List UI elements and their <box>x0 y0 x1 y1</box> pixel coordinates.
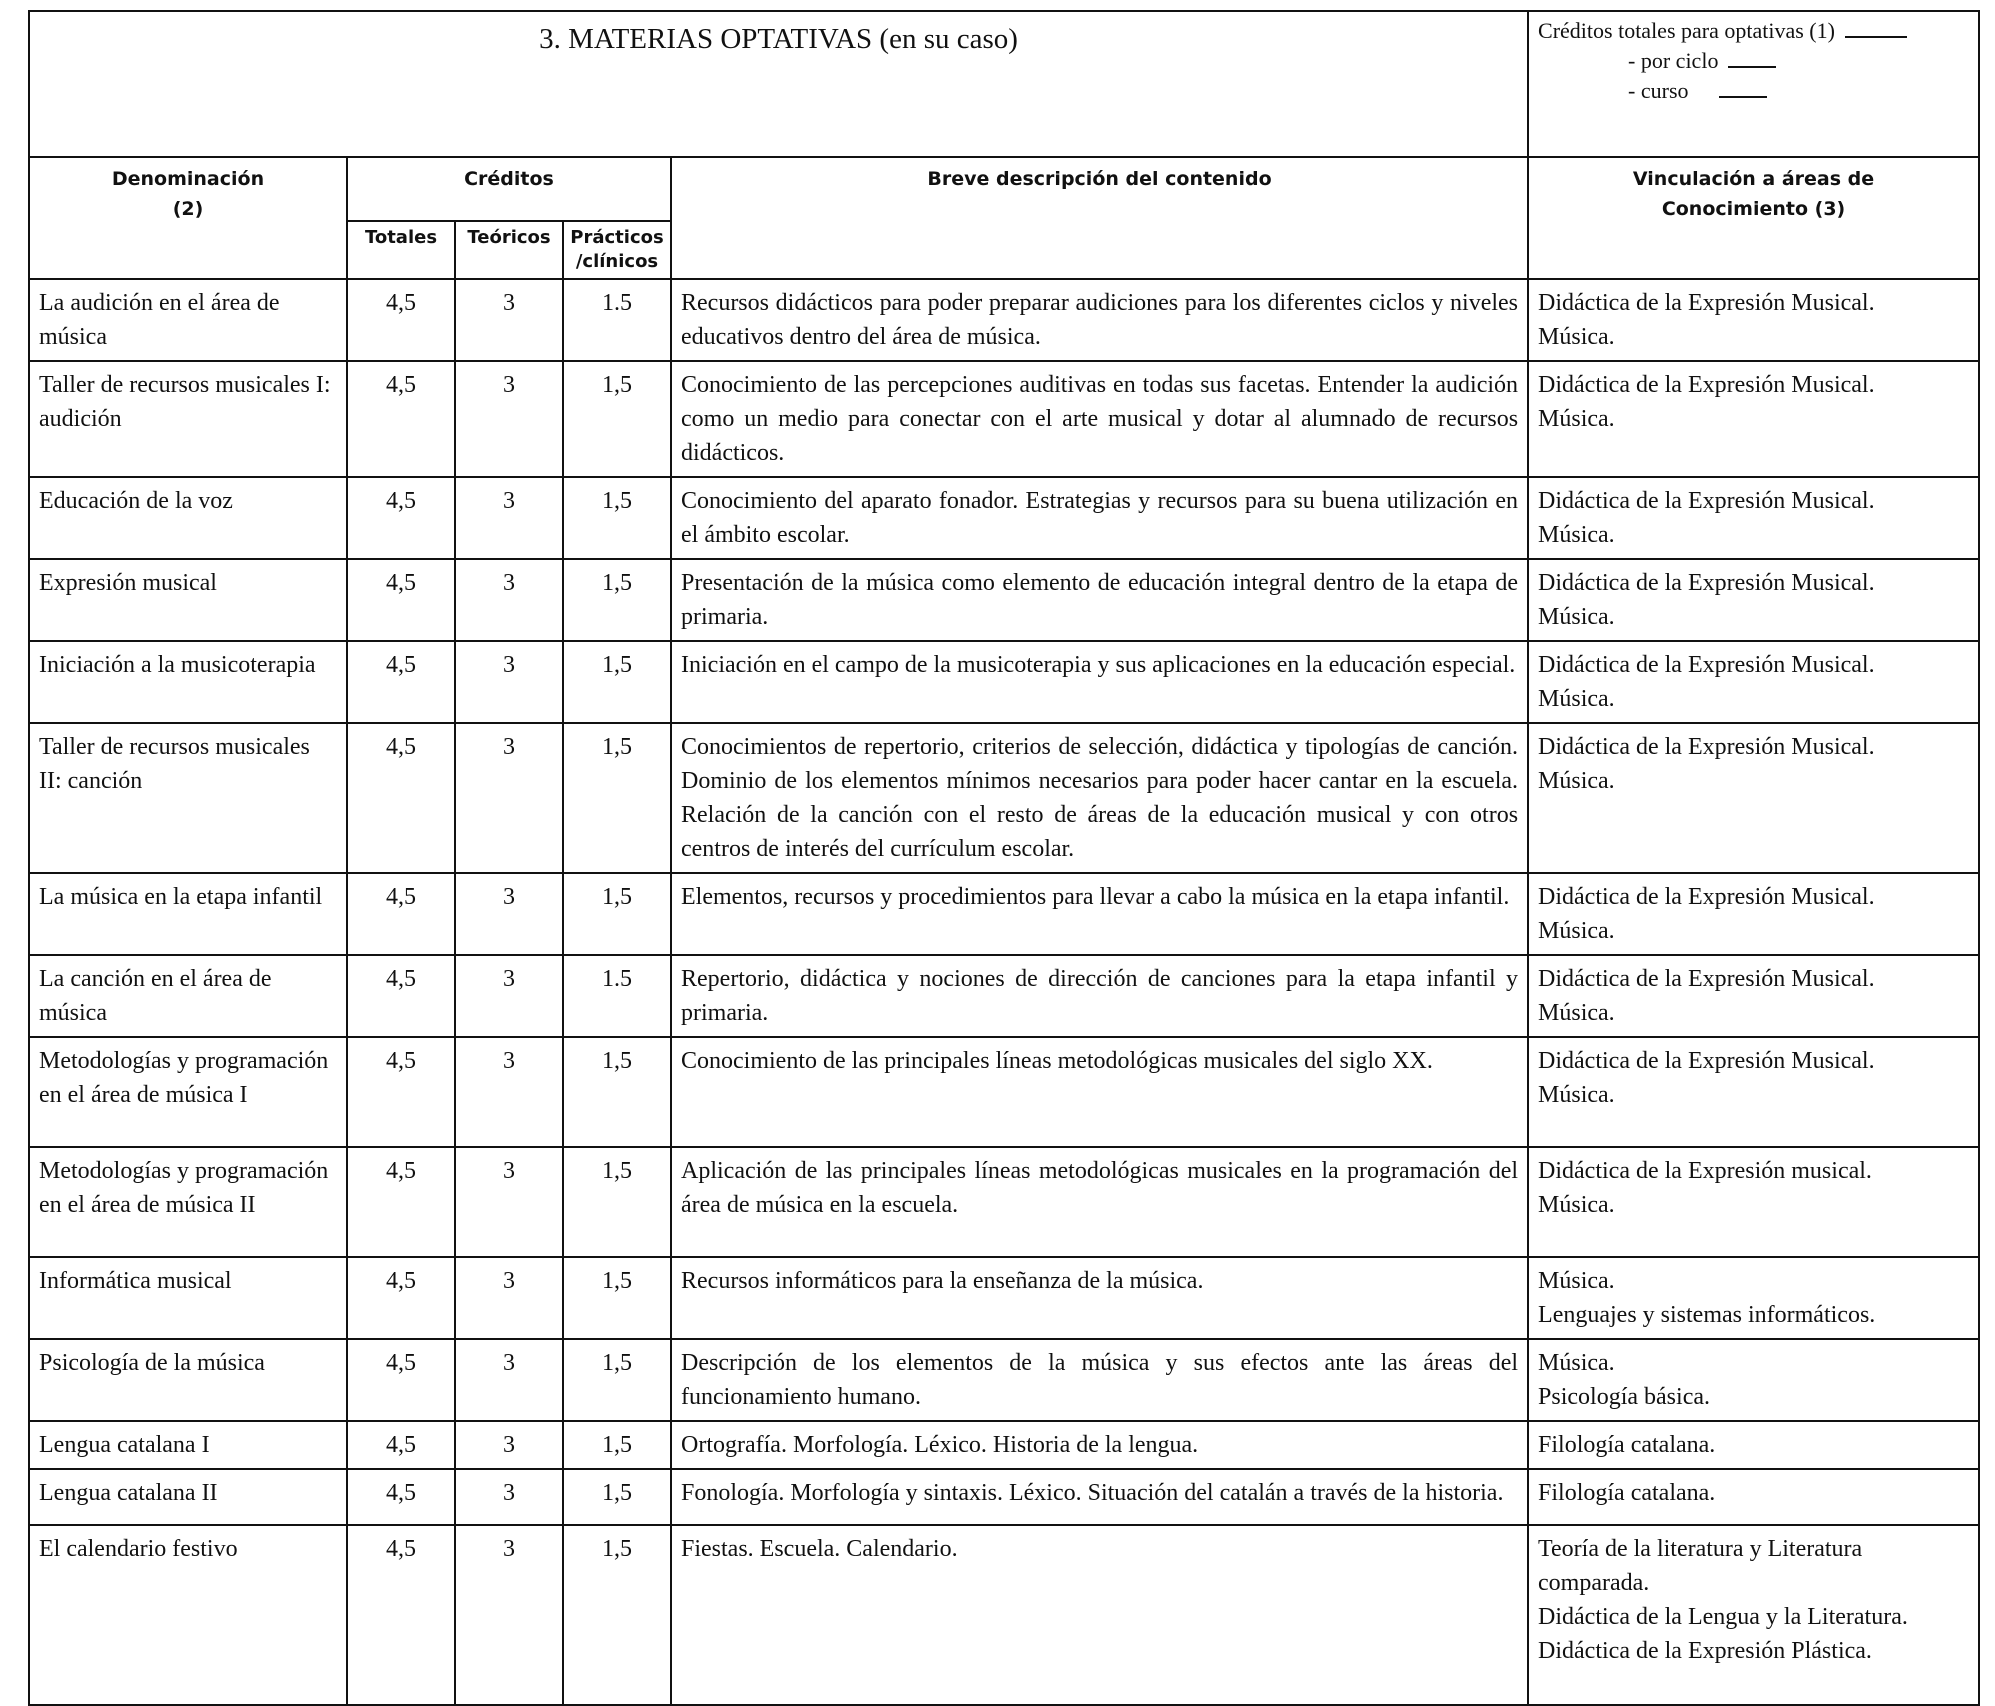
credits-practicos: 1,5 <box>563 477 671 559</box>
subject-name: La audición en el área de música <box>29 279 347 361</box>
credits-totales: 4,5 <box>347 1421 455 1469</box>
total-credits-line <box>1538 16 1969 46</box>
table-row <box>29 1257 1979 1339</box>
knowledge-area: Didáctica de la Expresión Plástica. <box>1538 1638 1872 1664</box>
knowledge-area: Música. <box>1538 1268 1615 1294</box>
credits-teoricos: 3 <box>455 723 563 873</box>
knowledge-area: Música. <box>1538 1350 1615 1376</box>
table-row <box>29 477 1979 559</box>
table-row <box>29 279 1979 361</box>
table-row <box>29 1525 1979 1705</box>
credits-totales: 4,5 <box>347 1257 455 1339</box>
table-row <box>29 1421 1979 1469</box>
credits-totales: 4,5 <box>347 1339 455 1421</box>
content-description: Ortografía. Morfología. Léxico. Historia de la lengua. <box>671 1421 1528 1469</box>
knowledge-areas <box>1528 1257 1979 1339</box>
subject-name: El calendario festivo <box>29 1525 347 1705</box>
credits-teoricos: 3 <box>455 1257 563 1339</box>
credits-practicos: 1,5 <box>563 361 671 477</box>
knowledge-area: Didáctica de la Expresión Musical. <box>1538 372 1875 398</box>
subject-name: Taller de recursos musicales II: canción <box>29 723 347 873</box>
knowledge-areas <box>1528 1147 1979 1257</box>
table-row <box>29 559 1979 641</box>
optional-subjects-table <box>28 10 1980 1706</box>
knowledge-area: Música. <box>1538 522 1615 548</box>
credits-practicos: 1,5 <box>563 641 671 723</box>
knowledge-areas <box>1528 723 1979 873</box>
subject-name: Psicología de la música <box>29 1339 347 1421</box>
subject-name: Iniciación a la musicoterapia <box>29 641 347 723</box>
credits-teoricos: 3 <box>455 955 563 1037</box>
section-title: 3. MATERIAS OPTATIVAS (en su caso) <box>29 11 1528 157</box>
subject-name: La música en la etapa infantil <box>29 873 347 955</box>
credits-totales: 4,5 <box>347 955 455 1037</box>
table-row <box>29 361 1979 477</box>
header-descripcion: Breve descripción del contenido <box>671 157 1528 279</box>
title-row <box>29 11 1979 157</box>
content-description: Fonología. Morfología y sintaxis. Léxico. Situación del catalán a través de la historia. <box>671 1469 1528 1525</box>
content-description: Elementos, recursos y procedimientos para llevar a cabo la música en la etapa infantil. <box>671 873 1528 955</box>
content-description: Iniciación en el campo de la musicoterapia y sus aplicaciones en la educación especial. <box>671 641 1528 723</box>
content-description: Recursos didácticos para poder preparar audiciones para los diferentes ciclos y niveles educativos dentro del área de música. <box>671 279 1528 361</box>
knowledge-area: Música. <box>1538 324 1615 350</box>
knowledge-area: Didáctica de la Expresión Musical. <box>1538 488 1875 514</box>
per-cycle-blank <box>1728 46 1776 68</box>
subject-name: Expresión musical <box>29 559 347 641</box>
credits-practicos: 1,5 <box>563 873 671 955</box>
knowledge-area: Música. <box>1538 1000 1615 1026</box>
credits-practicos: 1,5 <box>563 1257 671 1339</box>
per-cycle-label: - por ciclo <box>1628 48 1719 73</box>
subject-name: La canción en el área de música <box>29 955 347 1037</box>
knowledge-area: Didáctica de la Expresión Musical. <box>1538 1048 1875 1074</box>
credits-totales: 4,5 <box>347 641 455 723</box>
knowledge-areas <box>1528 955 1979 1037</box>
header-vinculacion <box>1528 157 1979 279</box>
knowledge-areas <box>1528 279 1979 361</box>
content-description: Recursos informáticos para la enseñanza de la música. <box>671 1257 1528 1339</box>
credits-totales: 4,5 <box>347 477 455 559</box>
table-row <box>29 723 1979 873</box>
content-description: Conocimiento de las percepciones auditivas en todas sus facetas. Entender la audición como un medio para conectar con el arte musical y dotar al alumnado de recursos didácticos. <box>671 361 1528 477</box>
credits-totales: 4,5 <box>347 1469 455 1525</box>
per-cycle-line <box>1538 46 1969 76</box>
credits-teoricos: 3 <box>455 1037 563 1147</box>
knowledge-area: Música. <box>1538 406 1615 432</box>
knowledge-areas <box>1528 477 1979 559</box>
content-description: Repertorio, didáctica y nociones de dirección de canciones para la etapa infantil y primaria. <box>671 955 1528 1037</box>
credits-teoricos: 3 <box>455 477 563 559</box>
credits-practicos: 1.5 <box>563 955 671 1037</box>
course-label: - curso <box>1628 78 1689 103</box>
credits-teoricos: 3 <box>455 641 563 723</box>
subject-name: Metodologías y programación en el área de música I <box>29 1037 347 1147</box>
credits-teoricos: 3 <box>455 1147 563 1257</box>
knowledge-areas <box>1528 361 1979 477</box>
subject-name: Educación de la voz <box>29 477 347 559</box>
credits-teoricos: 3 <box>455 1525 563 1705</box>
header-teoricos: Teóricos <box>455 221 563 279</box>
content-description: Fiestas. Escuela. Calendario. <box>671 1525 1528 1705</box>
table-row <box>29 873 1979 955</box>
knowledge-areas <box>1528 1037 1979 1147</box>
total-credits-label: Créditos totales para optativas (1) <box>1538 18 1835 43</box>
credits-teoricos: 3 <box>455 1469 563 1525</box>
credits-practicos: 1,5 <box>563 1469 671 1525</box>
credits-teoricos: 3 <box>455 1339 563 1421</box>
knowledge-areas <box>1528 1525 1979 1705</box>
table-row <box>29 1037 1979 1147</box>
knowledge-area: Didáctica de la Expresión Musical. <box>1538 652 1875 678</box>
knowledge-areas <box>1528 559 1979 641</box>
content-description: Conocimiento del aparato fonador. Estrategias y recursos para su buena utilización en el ámbito escolar. <box>671 477 1528 559</box>
knowledge-areas <box>1528 1339 1979 1421</box>
credits-practicos: 1,5 <box>563 559 671 641</box>
knowledge-area: Música. <box>1538 768 1615 794</box>
subject-name: Lengua catalana II <box>29 1469 347 1525</box>
credits-practicos: 1,5 <box>563 1421 671 1469</box>
credits-summary-box <box>1528 11 1979 157</box>
content-description: Aplicación de las principales líneas metodológicas musicales en la programación del área de música en la escuela. <box>671 1147 1528 1257</box>
content-description: Presentación de la música como elemento de educación integral dentro de la etapa de primaria. <box>671 559 1528 641</box>
content-description: Conocimientos de repertorio, criterios de selección, didáctica y tipologías de canción. Dominio de los elementos mínimos necesarios para poder hacer cantar en la escuela. Relación de la canción con el resto de áreas de la educación musical y con otros centros de interés del currículum escolar. <box>671 723 1528 873</box>
credits-totales: 4,5 <box>347 559 455 641</box>
credits-teoricos: 3 <box>455 279 563 361</box>
header-practicos-line-1: Prácticos <box>570 227 664 248</box>
subject-name: Lengua catalana I <box>29 1421 347 1469</box>
credits-totales: 4,5 <box>347 1037 455 1147</box>
course-blank <box>1719 76 1767 98</box>
credits-totales: 4,5 <box>347 723 455 873</box>
header-creditos: Créditos <box>347 157 671 221</box>
knowledge-area: Didáctica de la Expresión Musical. <box>1538 570 1875 596</box>
knowledge-area: Didáctica de la Expresión Musical. <box>1538 290 1875 316</box>
knowledge-area: Filología catalana. <box>1538 1480 1716 1506</box>
knowledge-area: Música. <box>1538 1192 1615 1218</box>
subject-name: Taller de recursos musicales I: audición <box>29 361 347 477</box>
credits-totales: 4,5 <box>347 873 455 955</box>
course-line <box>1538 76 1969 106</box>
knowledge-areas <box>1528 1421 1979 1469</box>
credits-practicos: 1,5 <box>563 1339 671 1421</box>
knowledge-area: Didáctica de la Lengua y la Literatura. <box>1538 1604 1908 1630</box>
credits-totales: 4,5 <box>347 1525 455 1705</box>
header-denominacion <box>29 157 347 279</box>
credits-practicos: 1,5 <box>563 1525 671 1705</box>
knowledge-area: Filología catalana. <box>1538 1432 1716 1458</box>
credits-totales: 4,5 <box>347 1147 455 1257</box>
knowledge-area: Lenguajes y sistemas informáticos. <box>1538 1302 1876 1328</box>
header-row-1 <box>29 157 1979 221</box>
table-row <box>29 1147 1979 1257</box>
knowledge-area: Teoría de la literatura y Literatura comparada. <box>1538 1536 1863 1596</box>
credits-teoricos: 3 <box>455 361 563 477</box>
table-row <box>29 1469 1979 1525</box>
content-description: Conocimiento de las principales líneas metodológicas musicales del siglo XX. <box>671 1037 1528 1147</box>
header-vinculacion-line-2: Conocimiento (3) <box>1661 198 1846 220</box>
header-totales: Totales <box>347 221 455 279</box>
credits-practicos: 1,5 <box>563 1147 671 1257</box>
knowledge-area: Música. <box>1538 918 1615 944</box>
credits-teoricos: 3 <box>455 559 563 641</box>
knowledge-areas <box>1528 641 1979 723</box>
header-denominacion-note: (2) <box>172 198 204 220</box>
table-row <box>29 1339 1979 1421</box>
credits-practicos: 1.5 <box>563 279 671 361</box>
knowledge-areas <box>1528 1469 1979 1525</box>
knowledge-areas <box>1528 873 1979 955</box>
knowledge-area: Didáctica de la Expresión Musical. <box>1538 966 1875 992</box>
table-row <box>29 641 1979 723</box>
knowledge-area: Psicología básica. <box>1538 1384 1710 1410</box>
knowledge-area: Música. <box>1538 1082 1615 1108</box>
credits-teoricos: 3 <box>455 1421 563 1469</box>
knowledge-area: Didáctica de la Expresión Musical. <box>1538 884 1875 910</box>
credits-totales: 4,5 <box>347 361 455 477</box>
header-practicos-line-2: /clínicos <box>575 251 659 272</box>
credits-practicos: 1,5 <box>563 1037 671 1147</box>
content-description: Descripción de los elementos de la música y sus efectos ante las áreas del funcionamiento humano. <box>671 1339 1528 1421</box>
subject-name: Informática musical <box>29 1257 347 1339</box>
subject-name: Metodologías y programación en el área de música II <box>29 1147 347 1257</box>
table-row <box>29 955 1979 1037</box>
header-vinculacion-line-1: Vinculación a áreas de <box>1632 168 1875 190</box>
knowledge-area: Didáctica de la Expresión Musical. <box>1538 734 1875 760</box>
credits-teoricos: 3 <box>455 873 563 955</box>
knowledge-area: Música. <box>1538 686 1615 712</box>
knowledge-area: Didáctica de la Expresión musical. <box>1538 1158 1872 1184</box>
credits-practicos: 1,5 <box>563 723 671 873</box>
knowledge-area: Música. <box>1538 604 1615 630</box>
header-denominacion-label: Denominación <box>111 168 265 190</box>
credits-totales: 4,5 <box>347 279 455 361</box>
header-practicos <box>563 221 671 279</box>
total-credits-blank <box>1845 16 1907 38</box>
